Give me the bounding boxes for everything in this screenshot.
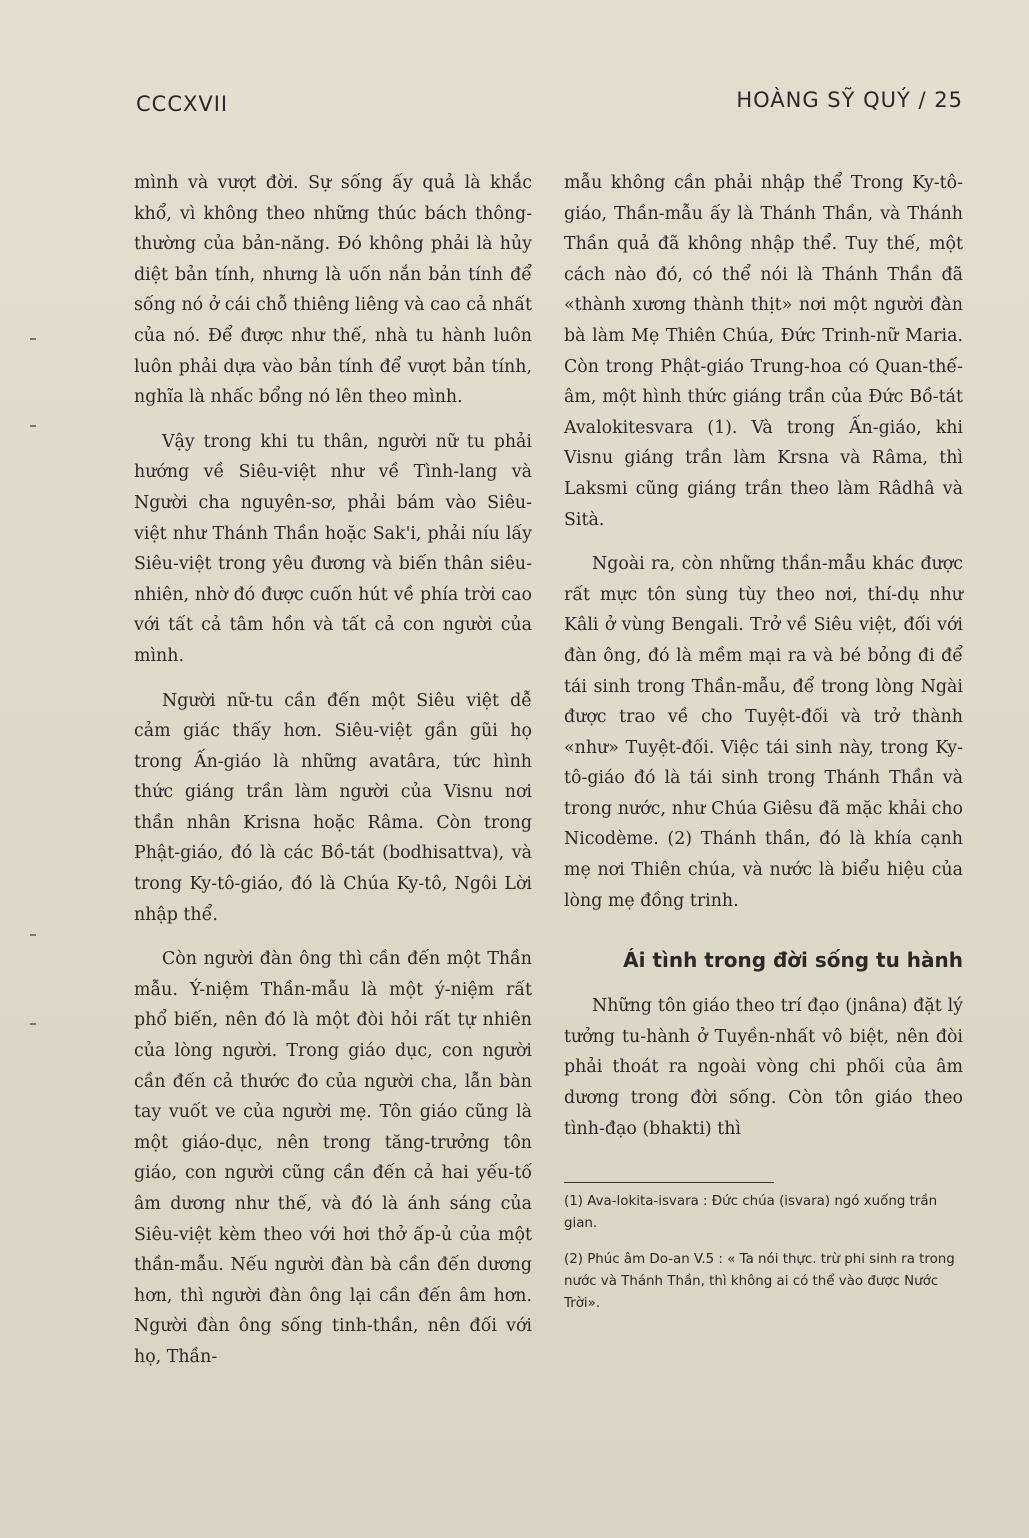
- paragraph: Ngoài ra, còn những thần-mẫu khác được rất mực tôn sùng tùy theo nơi, thí-dụ như Kâli ở vùng Bengali. Trở về Siêu việt, đối với đàn ông, đó là mềm mại ra và bé bỏng đi để tái sinh trong Thần-mẫu, để trong lòng Ngài được trao về cho Tuyệt-đối và trở thành «như» Tuyệt-đối. Việc tái sinh này, trong Ky-tô-giáo đó là tái sinh trong Thánh Thần và trong nước, như Chúa Giêsu đã mặc khải cho Nicodème. (2) Thánh thần, đó là khía cạnh mẹ nơi Thiên chúa, và nước là biểu hiệu của lòng mẹ đồng trinh.: [564, 554, 963, 911]
- left-column: [134, 168, 532, 1387]
- margin-mark: [30, 1023, 36, 1025]
- paragraph: mẫu không cần phải nhập thể Trong Ky-tô-giáo, Thần-mẫu ấy là Thánh Thần, và Thánh Thần quả đã không nhập thể. Tuy thế, một cách nào đó, có thể nói là Thánh Thần đã «thành xương thành thịt» nơi một người đàn bà làm Mẹ Thiên Chúa, Đức Trinh-nữ Maria. Còn trong Phật-giáo Trung-hoa có Quan-thế-âm, một hình thức giáng trần của Đức Bồ-tát Avalokitesvara (1). Và trong Ấn-giáo, khi Visnu giáng trần làm Krsna và Râma, thì Laksmi cũng giáng trần theo làm Râdhâ và Sità.: [564, 173, 963, 530]
- paragraph: Vậy trong khi tu thân, người nữ tu phải hướng về Siêu-việt như về Tình-lang và Người cha nguyên-sơ, phải bám vào Siêu-việt như Thánh Thần hoặc Sak'i, phải níu lấy Siêu-việt trong yêu đương và biến thân siêu-nhiên, nhờ đó được cuốn hút về phía trời cao với tất cả tâm hồn và tất cả con người của mình.: [134, 431, 532, 666]
- paragraph: Còn người đàn ông thì cần đến một Thần mẫu. Ý-niệm Thần-mẫu là một ý-niệm rất phổ biến, nên đó là một đòi hỏi rất tự nhiên của lòng người. Trong giáo dục, con người cần đến cả thước đo của người cha, lẫn bàn tay vuốt ve của người mẹ. Tôn giáo cũng là một giáo-dục, nên trong tăng-trưởng tôn giáo, con người cũng cần đến cả hai yếu-tố âm dương như thế, và đó là ánh sáng của Siêu-việt kèm theo với hơi thở ấp-ủ của một thần-mẫu. Nếu người đàn bà cần đến dương hơn, thì người đàn ông lại cần đến âm hơn. Người đàn ông sống tinh-thần, nên đối với họ, Thần-: [134, 949, 532, 1367]
- margin-mark: [30, 934, 36, 936]
- paragraph: mình và vượt đời. Sự sống ấy quả là khắc khổ, vì không theo những thúc bách thông-thường của bản-năng. Đó không phải là hủy diệt bản tính, nhưng là uốn nắn bản tính để sống nó ở cái chỗ thiêng liêng và cao cả nhất của nó. Để được như thế, nhà tu hành luôn luôn phải dựa vào bản tính để vượt bản tính, nghĩa là nhấc bổng nó lên theo mình.: [134, 173, 532, 408]
- page-header-left: CCCXVII: [136, 92, 229, 116]
- margin-mark: [30, 425, 36, 427]
- paragraph: Những tôn giáo theo trí đạo (jnâna) đặt lý tưởng tu-hành ở Tuyền-nhất vô biệt, nên đòi phải thoát ra ngoài vòng chi phối của âm dương trong đời sống. Còn tôn giáo theo tình-đạo (bhakti) thì: [564, 996, 963, 1139]
- right-column: [564, 168, 963, 1329]
- footnote-divider: [564, 1182, 774, 1183]
- footnote: (2) Phúc âm Do-an V.5 : « Ta nói thực. trừ phi sinh ra trong nước và Thánh Thần, thì không ai có thể vào được Nước Trời».: [564, 1252, 955, 1312]
- paragraph: Người nữ-tu cần đến một Siêu việt dễ cảm giác thấy hơn. Siêu-việt gần gũi họ trong Ấn-giáo là những avatâra, tức hình thức giáng trần làm người của Visnu nơi thần nhân Krisna hoặc Râma. Còn trong Phật-giáo, đó là các Bồ-tát (bodhisattva), và trong Ky-tô-giáo, đó là Chúa Ky-tô, Ngôi Lời nhập thể.: [134, 690, 532, 925]
- section-title: Ái tình trong đời sống tu hành: [623, 948, 963, 973]
- footnote: (1) Ava-lokita-isvara : Đức chúa (isvara) ngó xuống trần gian.: [564, 1194, 938, 1232]
- margin-mark: [30, 338, 36, 340]
- page-header-right: HOÀNG SỸ QUÝ / 25: [736, 88, 963, 112]
